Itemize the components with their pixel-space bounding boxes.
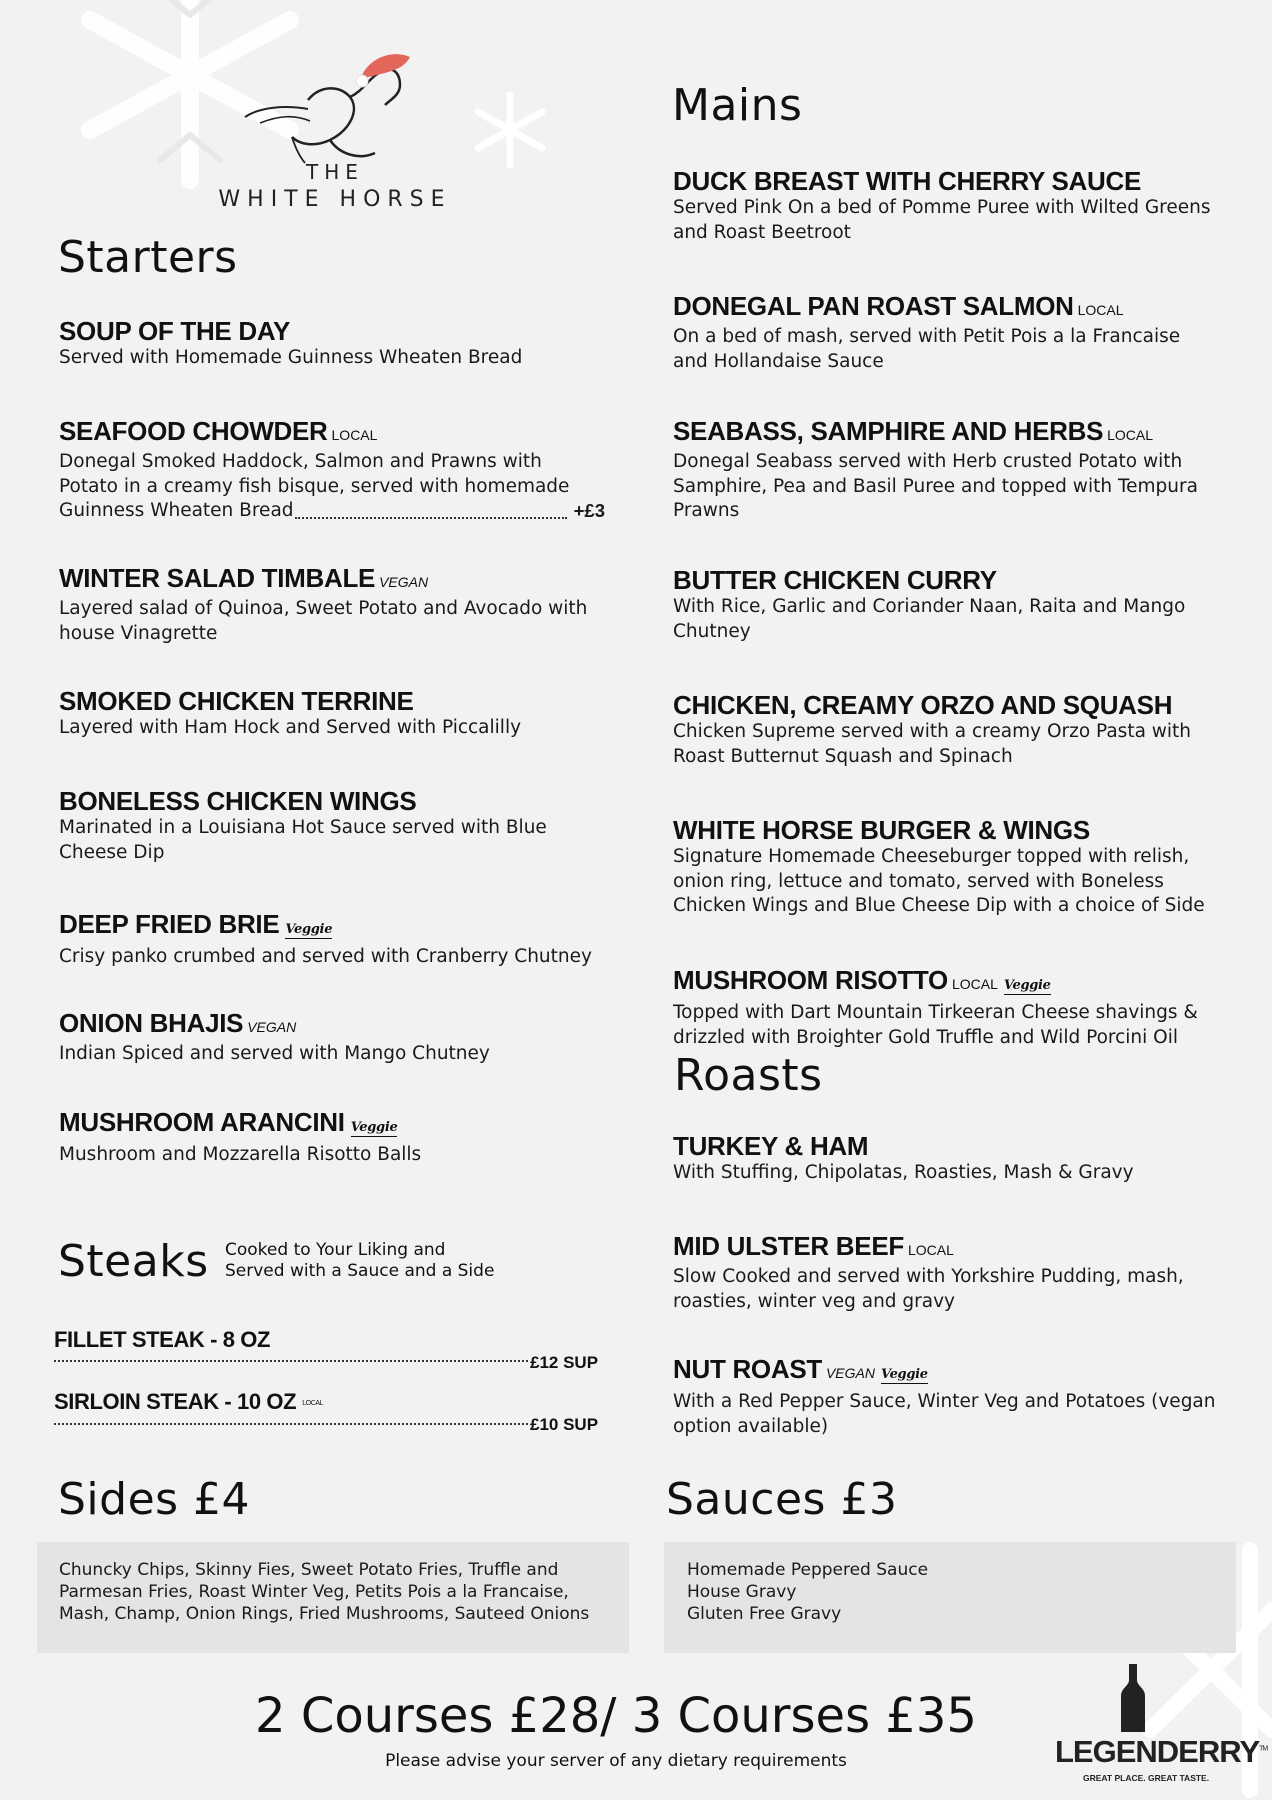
item-name: DONEGAL PAN ROAST SALMON LOCAL <box>673 291 1124 321</box>
starters-title: Starters <box>58 232 238 283</box>
local-tag: LOCAL <box>1077 302 1124 318</box>
menu-item <box>59 686 619 741</box>
menu-item <box>59 416 609 524</box>
item-description: Donegal Seabass served with Herb crusted Potato with Samphire, Pea and Basil Puree and topped with Tempura Prawns <box>673 451 1198 521</box>
item-name: WHITE HORSE BURGER & WINGS <box>673 815 1090 845</box>
item-name: CHICKEN, CREAMY ORZO AND SQUASH <box>673 690 1173 720</box>
local-tag: LOCAL <box>331 427 378 443</box>
menu-item <box>673 1231 1203 1314</box>
vegan-tag: VEGAN <box>379 574 429 590</box>
sides-line: Chuncky Chips, Skinny Fies, Sweet Potato Fries, Truffle and <box>59 1560 559 1580</box>
steak-price: £10 SUP <box>530 1415 599 1434</box>
menu-item <box>59 786 579 865</box>
item-name: SEABASS, SAMPHIRE AND HERBS LOCAL <box>673 416 1154 446</box>
dietary-note: Please advise your server of any dietary requirements <box>385 1751 847 1771</box>
item-name: WINTER SALAD TIMBALE VEGAN <box>59 563 429 593</box>
item-description: Topped with Dart Mountain Tirkeeran Cheese shavings & drizzled with Broighter Gold Truffle and Wild Porcini Oil <box>673 1002 1198 1048</box>
steak-price: £12 SUP <box>530 1353 599 1372</box>
sides-box <box>37 1542 629 1653</box>
bottle-icon <box>1118 1664 1148 1732</box>
steaks-title: Steaks <box>58 1236 209 1287</box>
item-description: Marinated in a Louisiana Hot Sauce served with Blue Cheese Dip <box>59 817 547 863</box>
item-description: Crisy panko crumbed and served with Cranberry Chutney <box>59 946 592 967</box>
menu-item <box>673 166 1233 245</box>
vegan-tag: VEGAN <box>247 1019 297 1035</box>
steaks-subtitle: Cooked to Your Liking and Served with a Sauce and a Side <box>225 1240 495 1281</box>
item-description: Mushroom and Mozzarella Risotto Balls <box>59 1144 422 1165</box>
sauces-box <box>664 1542 1236 1653</box>
item-name: DEEP FRIED BRIE Veggie <box>59 909 333 939</box>
veggie-tag: Veggie <box>880 1367 928 1382</box>
item-name: MUSHROOM RISOTTO LOCAL Veggie <box>673 965 1051 995</box>
item-description: Indian Spiced and served with Mango Chutney <box>59 1043 490 1064</box>
menu-item <box>673 815 1213 919</box>
item-name: BUTTER CHICKEN CURRY <box>673 565 997 595</box>
dot-leader <box>54 1423 528 1425</box>
menu-item <box>59 316 619 371</box>
item-name: MID ULSTER BEEF LOCAL <box>673 1231 954 1261</box>
item-price: +£3 <box>573 500 605 521</box>
menu-item <box>59 563 604 646</box>
roasts-title: Roasts <box>674 1050 823 1101</box>
item-name: DUCK BREAST WITH CHERRY SAUCE <box>673 166 1141 196</box>
item-description: Layered with Ham Hock and Served with Piccalilly <box>59 717 522 738</box>
item-description: Chicken Supreme served with a creamy Orzo Pasta with Roast Butternut Squash and Spinach <box>673 721 1192 767</box>
item-description: On a bed of mash, served with Petit Pois a la Francaise and Hollandaise Sauce <box>673 326 1181 372</box>
item-name: MUSHROOM ARANCINI Veggie <box>59 1107 398 1137</box>
item-description: With Stuffing, Chipolatas, Roasties, Mash & Gravy <box>673 1162 1134 1183</box>
menu-item <box>673 291 1193 374</box>
mains-title: Mains <box>672 80 803 131</box>
menu-item <box>673 1354 1218 1439</box>
item-description: Slow Cooked and served with Yorkshire Pudding, mash, roasties, winter veg and gravy <box>673 1266 1184 1312</box>
item-description: With a Red Pepper Sauce, Winter Veg and Potatoes (vegan option available) <box>673 1391 1216 1437</box>
sauce-line: Homemade Peppered Sauce <box>687 1560 929 1580</box>
vegan-tag: VEGAN <box>825 1365 875 1381</box>
veggie-tag: Veggie <box>285 922 333 937</box>
dot-leader <box>54 1360 528 1362</box>
sauce-line: House Gravy <box>687 1582 797 1602</box>
menu-item <box>59 1107 619 1168</box>
sauces-title: Sauces £3 <box>666 1474 898 1525</box>
menu-item <box>673 690 1218 769</box>
item-description: Served Pink On a bed of Pomme Puree with Wilted Greens and Roast Beetroot <box>673 197 1211 243</box>
sides-line: Parmesan Fries, Roast Winter Veg, Petits Pois a la Francaise, <box>59 1582 569 1602</box>
item-name: SMOKED CHICKEN TERRINE <box>59 686 414 716</box>
local-tag: LOCAL <box>1107 427 1154 443</box>
horse-icon <box>200 45 470 175</box>
legenderry-tagline: GREAT PLACE. GREAT TASTE. <box>1083 1773 1210 1783</box>
item-description: Donegal Smoked Haddock, Salmon and Prawns with Potato in a creamy fish bisque, served with homemade <box>59 451 570 497</box>
menu-item <box>673 416 1218 524</box>
item-name: TURKEY & HAM <box>673 1131 869 1161</box>
set-price: 2 Courses £28/ 3 Courses £35 <box>255 1688 977 1744</box>
item-name: SOUP OF THE DAY <box>59 316 290 346</box>
item-description-last: Guinness Wheaten Bread +£3 <box>59 499 609 524</box>
steak-name: SIRLOIN STEAK - 10 OZ LOCAL <box>54 1389 324 1414</box>
brand-logo <box>200 45 470 215</box>
veggie-tag: Veggie <box>1003 978 1051 993</box>
santa-hat-icon <box>360 54 410 79</box>
item-name: ONION BHAJIS VEGAN <box>59 1008 297 1038</box>
item-description: With Rice, Garlic and Coriander Naan, Raita and Mango Chutney <box>673 596 1186 642</box>
menu-item <box>673 965 1218 1050</box>
local-tag: LOCAL <box>302 1399 324 1407</box>
menu-item <box>673 565 1193 644</box>
local-tag: LOCAL <box>907 1242 954 1258</box>
sides-title: Sides £4 <box>58 1474 251 1525</box>
local-tag: LOCAL <box>951 976 998 992</box>
sauce-line: Gluten Free Gravy <box>687 1604 842 1624</box>
legenderry-logo <box>1055 1664 1268 1784</box>
menu-item <box>59 1008 619 1067</box>
item-name: NUT ROAST VEGAN Veggie <box>673 1354 928 1384</box>
item-name: BONELESS CHICKEN WINGS <box>59 786 417 816</box>
brand-line2: WHITE HORSE <box>218 187 452 212</box>
item-name: SEAFOOD CHOWDER LOCAL <box>59 416 378 446</box>
menu-item <box>673 1131 1233 1186</box>
snowflake-small-top-icon <box>470 90 550 170</box>
item-description: Layered salad of Quinoa, Sweet Potato and Avocado with house Vinagrette <box>59 598 588 644</box>
item-description: Signature Homemade Cheeseburger topped with relish, onion ring, lettuce and tomato, served with Boneless Chicken Wings and Blue Cheese Dip with a choice of Side <box>673 846 1205 916</box>
sides-line: Mash, Champ, Onion Rings, Fried Mushrooms, Sauteed Onions <box>59 1604 590 1624</box>
steak-name: FILLET STEAK - 8 OZ <box>54 1327 271 1352</box>
veggie-tag: Veggie <box>350 1120 398 1135</box>
item-description: Served with Homemade Guinness Wheaten Bread <box>59 347 523 368</box>
brand-line1: THE <box>306 160 364 184</box>
legenderry-name: LEGENDERRY™ <box>1055 1734 1268 1769</box>
menu-item <box>59 909 619 970</box>
